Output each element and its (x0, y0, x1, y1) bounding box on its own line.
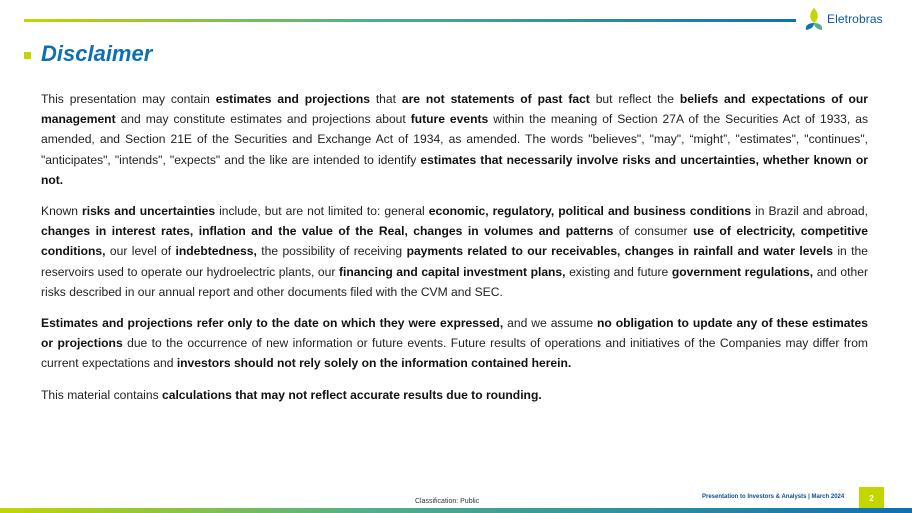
emphasized-text: economic, regulatory, political and business conditions (428, 204, 752, 219)
footer-divider (0, 508, 912, 513)
paragraph-text: and may constitute estimates and projections about (115, 112, 411, 127)
emphasized-text: indebtedness, (175, 244, 257, 259)
title-bullet-square (24, 52, 31, 59)
disclaimer-paragraph (41, 385, 868, 405)
emphasized-text: financing and capital investment plans, (338, 264, 566, 279)
paragraph-text: in the reservoirs used to operate our hydroelectric plants, our (41, 244, 868, 279)
header-divider (24, 19, 796, 22)
paragraph-text: but reflect the (589, 92, 680, 106)
paragraph-text: our level of (105, 244, 176, 259)
paragraph-text: in Brazil and abroad, (751, 204, 868, 219)
emphasized-text: calculations that may not reflect accurate results due to rounding. (162, 387, 542, 402)
paragraph-text: that (369, 92, 402, 106)
emphasized-text: Estimates and projections refer only to the date on which they were expressed, (41, 316, 504, 331)
paragraph-text: due to the occurrence of new information or future events. Future results of operations and initiatives of the Companies may differ from current expectations and (41, 336, 868, 371)
title-block (24, 40, 152, 68)
emphasized-text: use of electricity, competitive conditions, (41, 224, 868, 259)
paragraph-text: of consumer (613, 224, 694, 239)
emphasized-text: payments related to our receivables, changes in rainfall and water levels (406, 244, 833, 259)
paragraph-text: Known (41, 204, 82, 219)
emphasized-text: investors should not rely solely on the information contained herein. (176, 356, 572, 371)
footer-separator: | (808, 494, 810, 500)
emphasized-text: changes in interest rates, inflation and the value of the Real, changes in volumes and patterns (41, 224, 614, 239)
eletrobras-leaf-icon (804, 7, 824, 31)
page-number: 2 (859, 487, 884, 509)
paragraph-text: include, but are not limited to: general (215, 204, 429, 219)
emphasized-text: future events (410, 112, 489, 127)
emphasized-text: beliefs and expectations of our management (41, 92, 868, 127)
paragraph-text: This material contains (41, 387, 162, 402)
emphasized-text: are not statements of past fact (401, 92, 590, 106)
brand-name: Eletrobras (827, 12, 883, 26)
paragraph-text: within the meaning of Section 27A of the Securities Act of 1933, as amended, and Section 21E of the Securities and Exchange Act of 1934, as amended. The words "believes", "may", “might”, "estimates", "continues", "anticipates", "intends", "expects" and the like are intended to identify (41, 112, 868, 167)
paragraph-text: existing and future (565, 264, 672, 279)
paragraph-text: the possibility of receiving (256, 244, 407, 259)
eletrobras-logo (804, 6, 896, 32)
paragraph-text: and we assume (503, 316, 598, 331)
emphasized-text: estimates and projections (215, 92, 370, 106)
paragraph-text: This presentation may contain (41, 92, 216, 106)
presentation-name: Presentation to Investors & Analysts (702, 494, 807, 500)
disclaimer-paragraph (41, 313, 868, 374)
paragraph-text: and other risks described in our annual report and other documents filed with the CVM and SEC. (41, 264, 868, 299)
page-title: Disclaimer (41, 41, 153, 66)
emphasized-text: no obligation to update any of these estimates or projections (41, 316, 868, 351)
disclaimer-paragraph (41, 89, 868, 190)
presentation-date: March 2024 (811, 494, 845, 500)
emphasized-text: risks and uncertainties (82, 204, 216, 219)
emphasized-text: estimates that necessarily involve risks and uncertainties, whether known or not. (41, 152, 868, 187)
disclaimer-body (41, 89, 868, 416)
disclaimer-paragraph (41, 201, 868, 302)
presentation-footer (702, 494, 844, 500)
emphasized-text: government regulations, (671, 264, 814, 279)
classification-label: Classification: Public (415, 498, 480, 505)
